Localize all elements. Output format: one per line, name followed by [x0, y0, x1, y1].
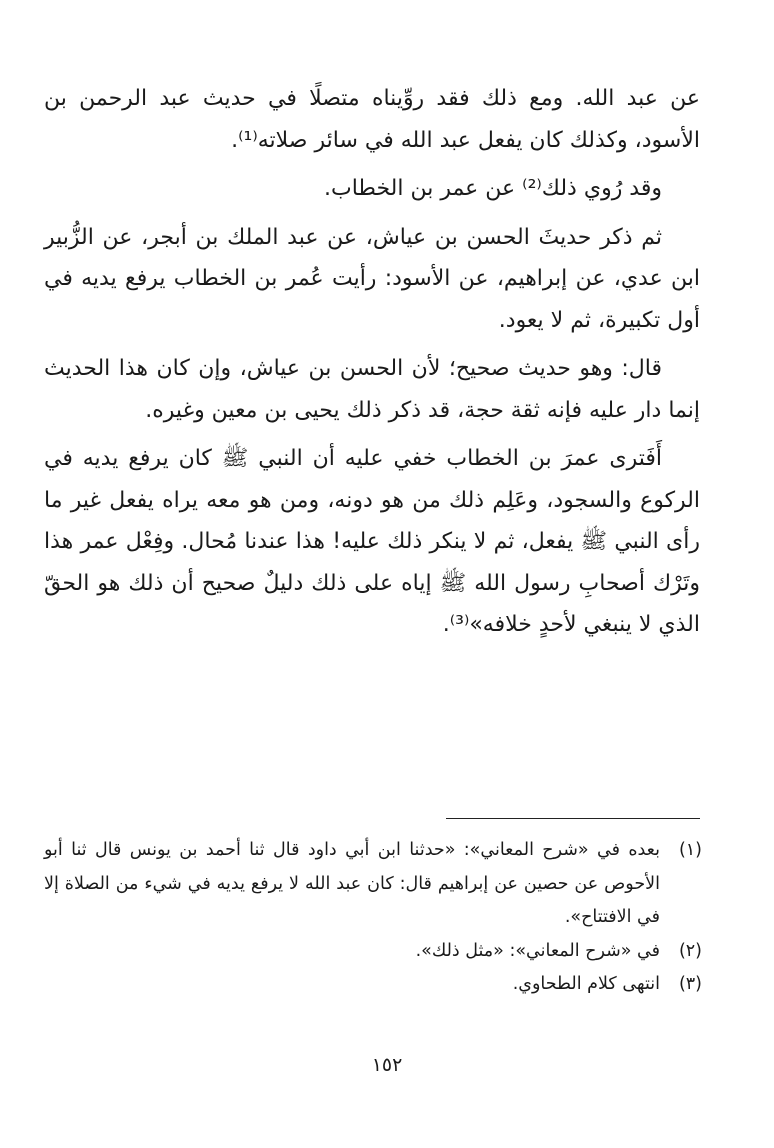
footnote-separator — [446, 818, 700, 819]
footnote-text: بعده في «شرح المعاني»: «حدثنا ابن أبي داود قال ثنا أحمد بن يونس قال ثنا أبو الأحوص عن حصين عن إبراهيم قال: كان عبد الله لا يرفع يديه في شيء من الصلاة إلا في الافتتاح». — [44, 840, 660, 927]
page-number: ١٥٢ — [371, 1054, 403, 1076]
footnote-number: (٢) — [678, 940, 702, 961]
footnote-3 — [44, 968, 702, 1002]
footnote-number: (١) — [678, 840, 702, 860]
paragraph-2: وقد رُوي ذلك⁽²⁾ عن عمر بن الخطاب. — [324, 176, 662, 201]
footnote-text: انتهى كلام الطحاوي. — [512, 974, 660, 994]
paragraph-3: ثم ذكر حديثَ الحسن بن عياش، عن عبد الملك بن أبجر، عن الزُّبير ابن عدي، عن إبراهيم، عن الأسود: رأيت عُمر بن الخطاب يرفع يديه في أول تكبيرة، ثم لا يعود. — [44, 224, 700, 333]
main-text-body — [44, 78, 700, 653]
footnotes — [44, 834, 702, 1002]
footnote-text: في «شرح المعاني»: «مثل ذلك». — [415, 940, 660, 961]
paragraph-1: عن عبد الله. ومع ذلك فقد روِّيناه متصلًا في حديث عبد الرحمن بن الأسود، وكذلك كان يفعل عبد الله في سائر صلاته⁽¹⁾. — [44, 86, 700, 153]
footnote-2 — [44, 935, 702, 969]
footnote-number: (٣) — [678, 974, 702, 994]
paragraph-4: قال: وهو حديث صحيح؛ لأن الحسن بن عياش، وإن كان هذا الحديث إنما دار عليه فإنه ثقة حجة، قد ذكر ذلك يحيى بن معين وغيره. — [44, 356, 700, 423]
footnote-1 — [44, 834, 702, 935]
paragraph-5: أَفَترى عمرَ بن الخطاب خفي عليه أن النبي ﷺ كان يرفع يديه في الركوع والسجود، وعَلِم ذلك من هو دونه، ومن هو معه يراه يفعل غير ما رأى النبي ﷺ يفعل، ثم لا ينكر ذلك عليه! هذا عندنا مُحال. وفِعْل عمر هذا وتَرْك أصحابِ رسول الله ﷺ إياه على ذلك دليلٌ صحيح أن ذلك هو الحقّ الذي لا ينبغي لأحدٍ خلافه»⁽³⁾. — [44, 446, 700, 637]
